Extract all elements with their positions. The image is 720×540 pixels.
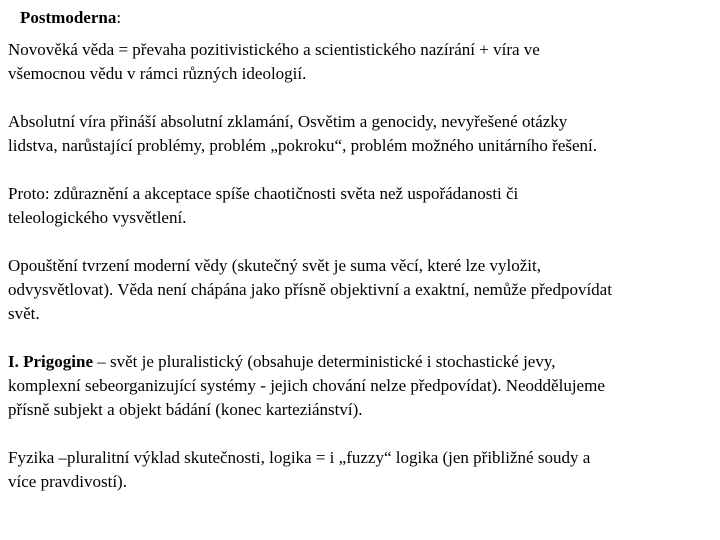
paragraph-text: Novověká věda = převaha pozitivistického a scientistického nazírání + víra ve všemocnou vědu v rámci různých ideologií. — [8, 40, 540, 83]
paragraph-text: Absolutní víra přináší absolutní zklamání, Osvětim a genocidy, nevyřešené otázky lidstva, narůstající problémy, problém „pokroku“, problém možného unitárního řešení. — [8, 112, 598, 155]
heading-title: Postmoderna — [20, 8, 117, 27]
paragraph-modern-science — [8, 38, 720, 86]
prigogine-name: I. Prigogine — [8, 352, 93, 371]
paragraph-absolute-faith — [8, 110, 720, 158]
heading-colon: : — [116, 8, 122, 27]
paragraph-text: – svět je pluralistický (obsahuje deterministické i stochastické jevy, komplexní sebeorganizující systémy - jejich chování nelze předpovídat). Neoddělujeme přísně subjekt a objekt bádání (konec karteziánství). — [8, 352, 605, 419]
paragraph-physics-logic — [8, 446, 720, 494]
paragraph-chaos — [8, 182, 720, 230]
paragraph-prigogine — [8, 350, 720, 422]
paragraph-text: Opouštění tvrzení moderní vědy (skutečný svět je suma věcí, které lze vyložit, odvysvětlovat). Věda není chápána jako přísně objektivní a exaktní, nemůže předpovídat svět. — [8, 256, 612, 323]
slide-heading — [20, 8, 121, 28]
paragraph-text: Fyzika –pluralitní výklad skutečnosti, logika = i „fuzzy“ logika (jen přibližné soudy a více pravdivostí). — [8, 448, 591, 491]
paragraph-text: Proto: zdůraznění a akceptace spíše chaotičnosti světa než uspořádanosti či teleologického vysvětlení. — [8, 184, 519, 227]
slide-body — [8, 38, 720, 518]
paragraph-abandoning-claims — [8, 254, 720, 326]
